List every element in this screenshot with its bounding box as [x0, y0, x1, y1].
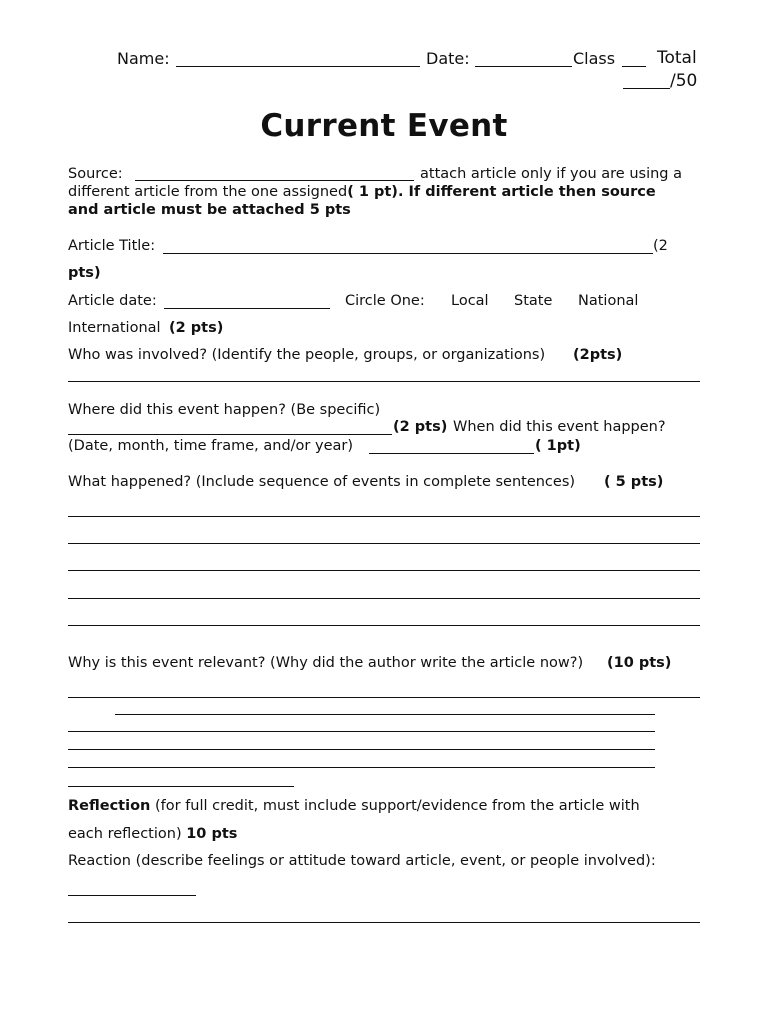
source-bold-tail: . If different article then source — [397, 184, 656, 200]
date-field[interactable] — [475, 66, 572, 67]
article-title-pts-2: pts) — [68, 265, 101, 281]
source-field[interactable] — [135, 180, 414, 181]
when-detail: (Date, month, time frame, and/or year) — [68, 438, 354, 454]
article-title-label: Article Title: — [68, 238, 156, 254]
reflection-pts: 10 pts — [186, 826, 238, 842]
total-label: Total — [657, 48, 697, 68]
what-answer-line[interactable] — [68, 570, 700, 571]
source-line-3: and article must be attached 5 pts — [68, 202, 351, 218]
article-title-field[interactable] — [163, 253, 653, 254]
where-question: Where did this event happen? (Be specific) — [68, 402, 381, 418]
who-answer-line[interactable] — [68, 381, 700, 382]
article-date-field[interactable] — [164, 308, 330, 309]
option-international[interactable]: International — [68, 320, 161, 336]
who-question: Who was involved? (Identify the people, groups, or organizations) — [68, 347, 546, 363]
why-answer-line[interactable] — [68, 697, 700, 698]
what-pts: ( 5 pts) — [604, 474, 664, 490]
where-answer-line[interactable] — [68, 434, 392, 435]
when-answer-line[interactable] — [369, 453, 534, 454]
source-text-1: attach article only if you are using a — [420, 166, 682, 182]
why-pts: (10 pts) — [607, 655, 672, 671]
option-local[interactable]: Local — [451, 293, 489, 309]
name-label: Name: — [117, 49, 170, 68]
article-title-pts-open: (2 — [653, 238, 668, 254]
source-pts: ( 1 pt) — [347, 184, 398, 200]
why-answer-line[interactable] — [68, 749, 655, 750]
source-label: Source: — [68, 166, 123, 182]
what-question: What happened? (Include sequence of events in complete sentences) — [68, 474, 576, 490]
why-question: Why is this event relevant? (Why did the author write the article now?) — [68, 655, 584, 671]
when-question: When did this event happen? — [453, 419, 666, 435]
when-pts: ( 1pt) — [535, 438, 581, 454]
reflection-line-1 — [68, 797, 640, 815]
what-answer-line[interactable] — [68, 625, 700, 626]
total-score: /50 — [670, 71, 698, 91]
article-title-pts-1 — [653, 237, 668, 255]
why-answer-line[interactable] — [68, 767, 655, 768]
date-label: Date: — [426, 49, 470, 68]
reflection-line-2 — [68, 825, 237, 843]
source-text-2: different article from the one assigned — [68, 184, 348, 200]
what-answer-line[interactable] — [68, 516, 700, 517]
option-national[interactable]: National — [578, 293, 639, 309]
name-field[interactable] — [176, 66, 420, 67]
class-label: Class — [573, 49, 616, 68]
source-line-2 — [68, 183, 656, 201]
why-answer-line[interactable] — [68, 786, 294, 787]
page-title: Current Event — [260, 108, 508, 144]
reflection-text-2: each reflection) — [68, 826, 182, 842]
where-pts: (2 pts) — [393, 419, 448, 435]
what-answer-line[interactable] — [68, 598, 700, 599]
total-score-field[interactable] — [623, 88, 670, 89]
who-pts: (2pts) — [573, 347, 623, 363]
option-state[interactable]: State — [514, 293, 553, 309]
what-answer-line[interactable] — [68, 543, 700, 544]
reaction-answer-line[interactable] — [68, 895, 196, 896]
circle-one-label: Circle One: — [345, 293, 425, 309]
reaction-question: Reaction (describe feelings or attitude toward article, event, or people involved): — [68, 853, 656, 869]
why-answer-line[interactable] — [68, 731, 655, 732]
reflection-text: (for full credit, must include support/evidence from the article with — [154, 798, 640, 814]
class-field[interactable] — [622, 66, 646, 67]
reflection-label: Reflection — [68, 798, 151, 814]
why-answer-line[interactable] — [115, 714, 655, 715]
reaction-answer-line[interactable] — [68, 922, 700, 923]
article-date-label: Article date: — [68, 293, 157, 309]
article-date-pts: (2 pts) — [169, 320, 224, 336]
